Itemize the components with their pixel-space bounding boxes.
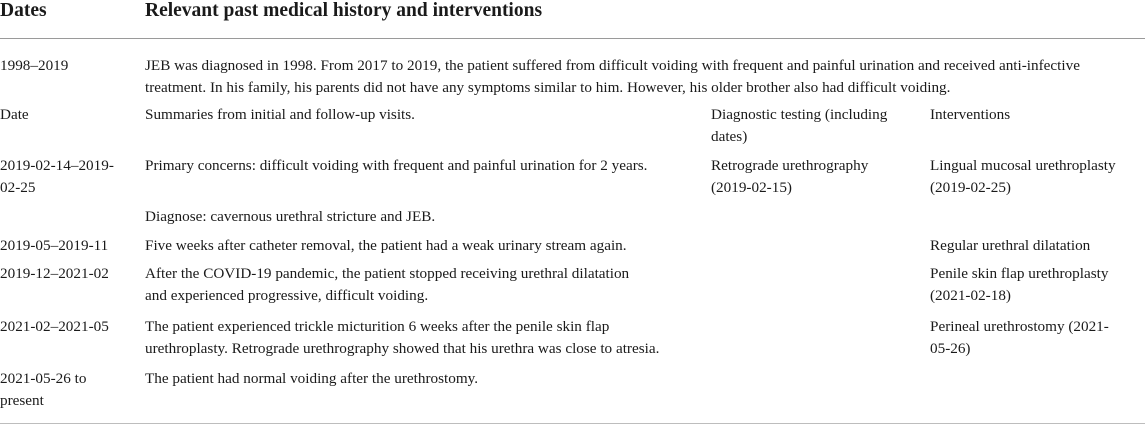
row-summary: urethroplasty. Retrograde urethrography showed that his urethra was close to atresia. bbox=[145, 340, 660, 357]
date-subheader: Date bbox=[0, 106, 29, 123]
row-intervention: Penile skin flap urethroplasty bbox=[930, 265, 1109, 282]
history-text-line: treatment. In his family, his parents did not have any symptoms similar to him. However, his older brother also had difficult voiding. bbox=[145, 79, 951, 96]
row-date: 2019-02-14–2019- bbox=[0, 157, 114, 174]
row-date: 2021-02–2021-05 bbox=[0, 318, 109, 335]
interventions-subheader: Interventions bbox=[930, 106, 1011, 123]
row-intervention: 05-26) bbox=[930, 340, 971, 357]
row-summary: After the COVID-19 pandemic, the patient stopped receiving urethral dilatation bbox=[145, 265, 630, 282]
row-diagnostic: (2019-02-15) bbox=[711, 179, 792, 196]
row-summary: Primary concerns: difficult voiding with frequent and painful urination for 2 years. bbox=[145, 157, 648, 174]
row-intervention: Regular urethral dilatation bbox=[930, 237, 1091, 254]
row-date: 2019-12–2021-02 bbox=[0, 265, 109, 282]
row-intervention: Lingual mucosal urethroplasty bbox=[930, 157, 1116, 174]
table-bottom-border bbox=[0, 423, 1145, 424]
row-summary: Five weeks after catheter removal, the patient had a weak urinary stream again. bbox=[145, 237, 627, 254]
summaries-subheader: Summaries from initial and follow-up visits. bbox=[145, 106, 415, 123]
row-date: present bbox=[0, 392, 44, 409]
diagnostic-subheader: dates) bbox=[711, 128, 748, 145]
row-summary: The patient experienced trickle micturition 6 weeks after the penile skin flap bbox=[145, 318, 610, 335]
dates-column-header: Dates bbox=[0, 0, 47, 21]
diagnostic-subheader: Diagnostic testing (including bbox=[711, 106, 888, 123]
row-date: 2019-05–2019-11 bbox=[0, 237, 109, 254]
row-intervention: (2021-02-18) bbox=[930, 287, 1011, 304]
row-summary: The patient had normal voiding after the urethrostomy. bbox=[145, 370, 479, 387]
row-intervention: (2019-02-25) bbox=[930, 179, 1011, 196]
row-date: 02-25 bbox=[0, 179, 36, 196]
history-column-header: Relevant past medical history and interventions bbox=[145, 0, 543, 21]
row-date: 2021-05-26 to bbox=[0, 370, 87, 387]
row-intervention: Perineal urethrostomy (2021- bbox=[930, 318, 1109, 335]
history-date: 1998–2019 bbox=[0, 57, 69, 74]
row-diagnostic: Retrograde urethrography bbox=[711, 157, 869, 174]
row-summary: Diagnose: cavernous urethral stricture and JEB. bbox=[145, 208, 436, 225]
row-summary: and experienced progressive, difficult voiding. bbox=[145, 287, 429, 304]
history-text-line: JEB was diagnosed in 1998. From 2017 to 2019, the patient suffered from difficult voiding with frequent and painful urination and received anti-infective bbox=[145, 57, 1080, 74]
